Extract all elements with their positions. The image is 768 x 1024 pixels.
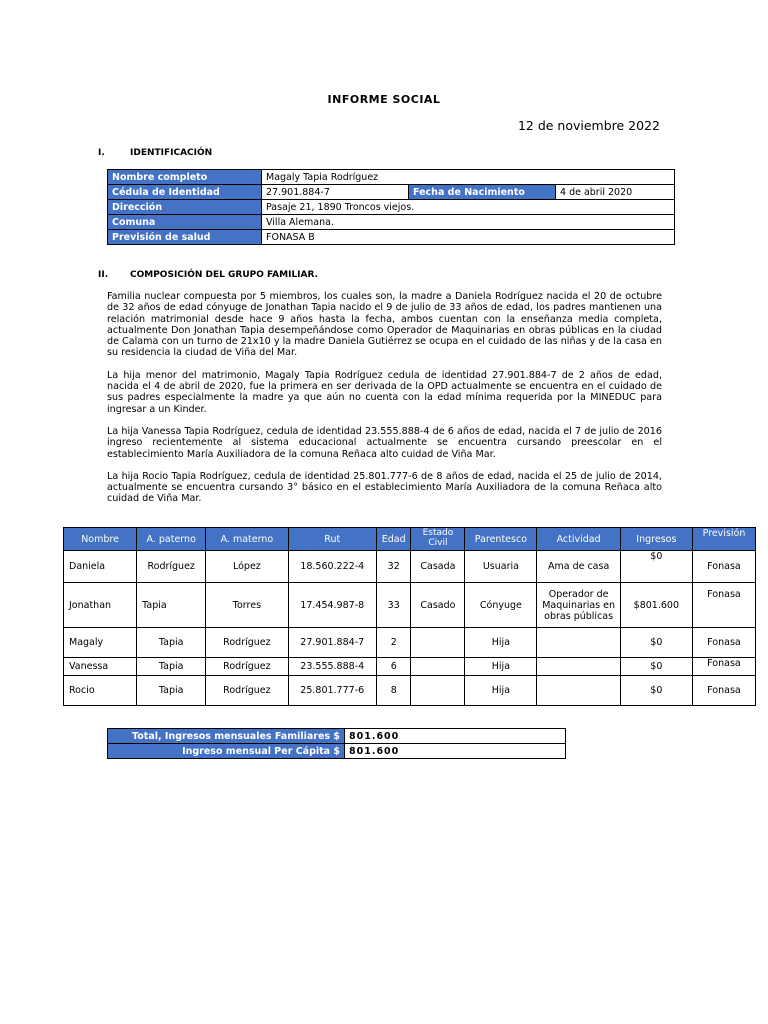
table-cell: $0 [620, 551, 692, 583]
table-header-row [64, 528, 756, 551]
id-value: 27.901.884-7 [262, 185, 409, 200]
table-cell: Fonasa [692, 676, 755, 706]
commune-value: Villa Alemana. [262, 215, 675, 230]
table-cell: 17.454.987-8 [288, 583, 376, 628]
table-cell: Hija [465, 628, 537, 658]
document-title: INFORME SOCIAL [327, 93, 441, 106]
table-cell: $0 [620, 658, 692, 676]
table-cell [411, 676, 465, 706]
commune-label: Comuna [108, 215, 262, 230]
table-cell: 33 [376, 583, 411, 628]
table-cell: Magaly [64, 628, 137, 658]
paragraph: La hija Rocio Tapia Rodríguez, cedula de identidad 25.801.777-6 de 8 años de edad, nacida el 25 de julio de 2014, actualmente se encuentra cursando 3° básico en el establecimiento María Auxiliadora de la comuna Reñaca alto cuidad de Viña Mar. [107, 470, 662, 505]
table-cell: Rodríguez [206, 658, 288, 676]
document-date: 12 de noviembre 2022 [517, 118, 660, 133]
address-value: Pasaje 21, 1890 Troncos viejos. [262, 200, 675, 215]
table-row [64, 628, 756, 658]
table-row [108, 230, 675, 245]
table-cell [537, 676, 620, 706]
table-row [108, 170, 675, 185]
birth-value: 4 de abril 2020 [556, 185, 675, 200]
table-cell [411, 658, 465, 676]
section-title: COMPOSICIÓN DEL GRUPO FAMILIAR. [130, 270, 319, 280]
table-cell: Hija [465, 658, 537, 676]
family-description [107, 291, 662, 516]
column-header: A. paterno [137, 528, 206, 551]
table-cell: Casado [411, 583, 465, 628]
table-cell: Vanessa [64, 658, 137, 676]
identification-table [107, 169, 675, 245]
table-row [108, 185, 675, 200]
table-cell: Tapia [137, 628, 206, 658]
column-header: Previsión [692, 528, 755, 551]
table-cell: Cónyuge [465, 583, 537, 628]
name-label: Nombre completo [108, 170, 262, 185]
table-cell: Torres [206, 583, 288, 628]
table-cell [537, 628, 620, 658]
table-cell: Fonasa [692, 658, 755, 676]
table-cell: Rodríguez [206, 676, 288, 706]
column-header: Actividad [537, 528, 620, 551]
table-cell: Usuaria [465, 551, 537, 583]
health-value: FONASA B [262, 230, 675, 245]
name-value: Magaly Tapia Rodríguez [262, 170, 675, 185]
table-cell: Daniela [64, 551, 137, 583]
table-cell: López [206, 551, 288, 583]
section-number: I. [98, 148, 105, 158]
table-row [108, 200, 675, 215]
table-cell: Ama de casa [537, 551, 620, 583]
section-number: II. [98, 270, 109, 280]
column-header: Parentesco [465, 528, 537, 551]
family-table [63, 527, 756, 706]
table-row [108, 729, 566, 744]
per-capita-label: Ingreso mensual Per Cápita $ [108, 744, 345, 759]
table-cell: 27.901.884-7 [288, 628, 376, 658]
table-row [64, 658, 756, 676]
table-cell: Fonasa [692, 628, 755, 658]
table-cell: 23.555.888-4 [288, 658, 376, 676]
table-cell: 8 [376, 676, 411, 706]
table-cell: Rodríguez [206, 628, 288, 658]
table-row [108, 215, 675, 230]
health-label: Previsión de salud [108, 230, 262, 245]
table-cell: Tapia [137, 676, 206, 706]
table-cell: Tapia [137, 658, 206, 676]
table-cell: $0 [620, 628, 692, 658]
table-cell: Rodríguez [137, 551, 206, 583]
table-cell: $0 [620, 676, 692, 706]
birth-label: Fecha de Nacimiento [409, 185, 556, 200]
column-header: Rut [288, 528, 376, 551]
id-label: Cédula de Identidad [108, 185, 262, 200]
column-header: Nombre [64, 528, 137, 551]
table-cell: $801.600 [620, 583, 692, 628]
table-cell: Hija [465, 676, 537, 706]
table-cell: Rocio [64, 676, 137, 706]
table-cell: 2 [376, 628, 411, 658]
per-capita-value: 801.600 [345, 744, 566, 759]
total-income-value: 801.600 [345, 729, 566, 744]
column-header: Edad [376, 528, 411, 551]
table-row [64, 676, 756, 706]
table-cell: 25.801.777-6 [288, 676, 376, 706]
table-cell [411, 628, 465, 658]
address-label: Dirección [108, 200, 262, 215]
section-heading-family [98, 270, 318, 280]
paragraph: La hija menor del matrimonio, Magaly Tapia Rodríguez cedula de identidad 27.901.884-7 de 2 años de edad, nacida el 4 de abril de 2020, fue la primera en ser derivada de la OPD actualmente se encuentra en el cuidado de sus padres especialmente la madre ya que aún no cuenta con la edad mínima requerida por la MINEDUC para ingresar a un Kinder. [107, 369, 662, 415]
table-cell [537, 658, 620, 676]
column-header: Ingresos [620, 528, 692, 551]
paragraph: La hija Vanessa Tapia Rodríguez, cedula de identidad 23.555.888-4 de 6 años de edad, nacida el 7 de julio de 2016 ingreso recientemente al sistema educacional actualmente se encuentra cursando preescolar en el establecimiento María Auxiliadora de la comuna Reñaca alto cuidad de Viña Mar. [107, 425, 662, 460]
table-row [64, 583, 756, 628]
table-cell: Operador de Maquinarias en obras públicas [537, 583, 620, 628]
table-cell: Jonathan [64, 583, 137, 628]
income-summary-table [107, 728, 566, 759]
column-header: Estado Civil [411, 528, 465, 551]
table-row [108, 744, 566, 759]
table-cell: Casada [411, 551, 465, 583]
table-cell: Fonasa [692, 583, 755, 628]
table-cell: 32 [376, 551, 411, 583]
table-cell: 6 [376, 658, 411, 676]
table-cell: 18.560.222-4 [288, 551, 376, 583]
table-cell: Tapia [137, 583, 206, 628]
section-title: IDENTIFICACIÓN [130, 148, 213, 158]
section-heading-identification [98, 148, 212, 158]
table-row [64, 551, 756, 583]
total-income-label: Total, Ingresos mensuales Familiares $ [108, 729, 345, 744]
table-cell: Fonasa [692, 551, 755, 583]
paragraph: Familia nuclear compuesta por 5 miembros, los cuales son, la madre a Daniela Rodríguez nacida el 20 de octubre de 32 años de edad cónyuge de Jonathan Tapia nacido el 9 de julio de 33 años de edad, los padres mantienen una relación matrimonial desde hace 9 años hasta la fecha, ambos cuentan con la enseñanza media completa, actualmente Don Jonathan Tapia desempeñándose como Operador de Maquinarias en obras públicas en la ciudad de Calama con un turno de 21x10 y la madre Daniela Gutiérrez se ocupa en el cuidado de las niñas y de la casa en su residencia la ciudad de Viña del Mar. [107, 291, 662, 359]
column-header: A. materno [206, 528, 288, 551]
